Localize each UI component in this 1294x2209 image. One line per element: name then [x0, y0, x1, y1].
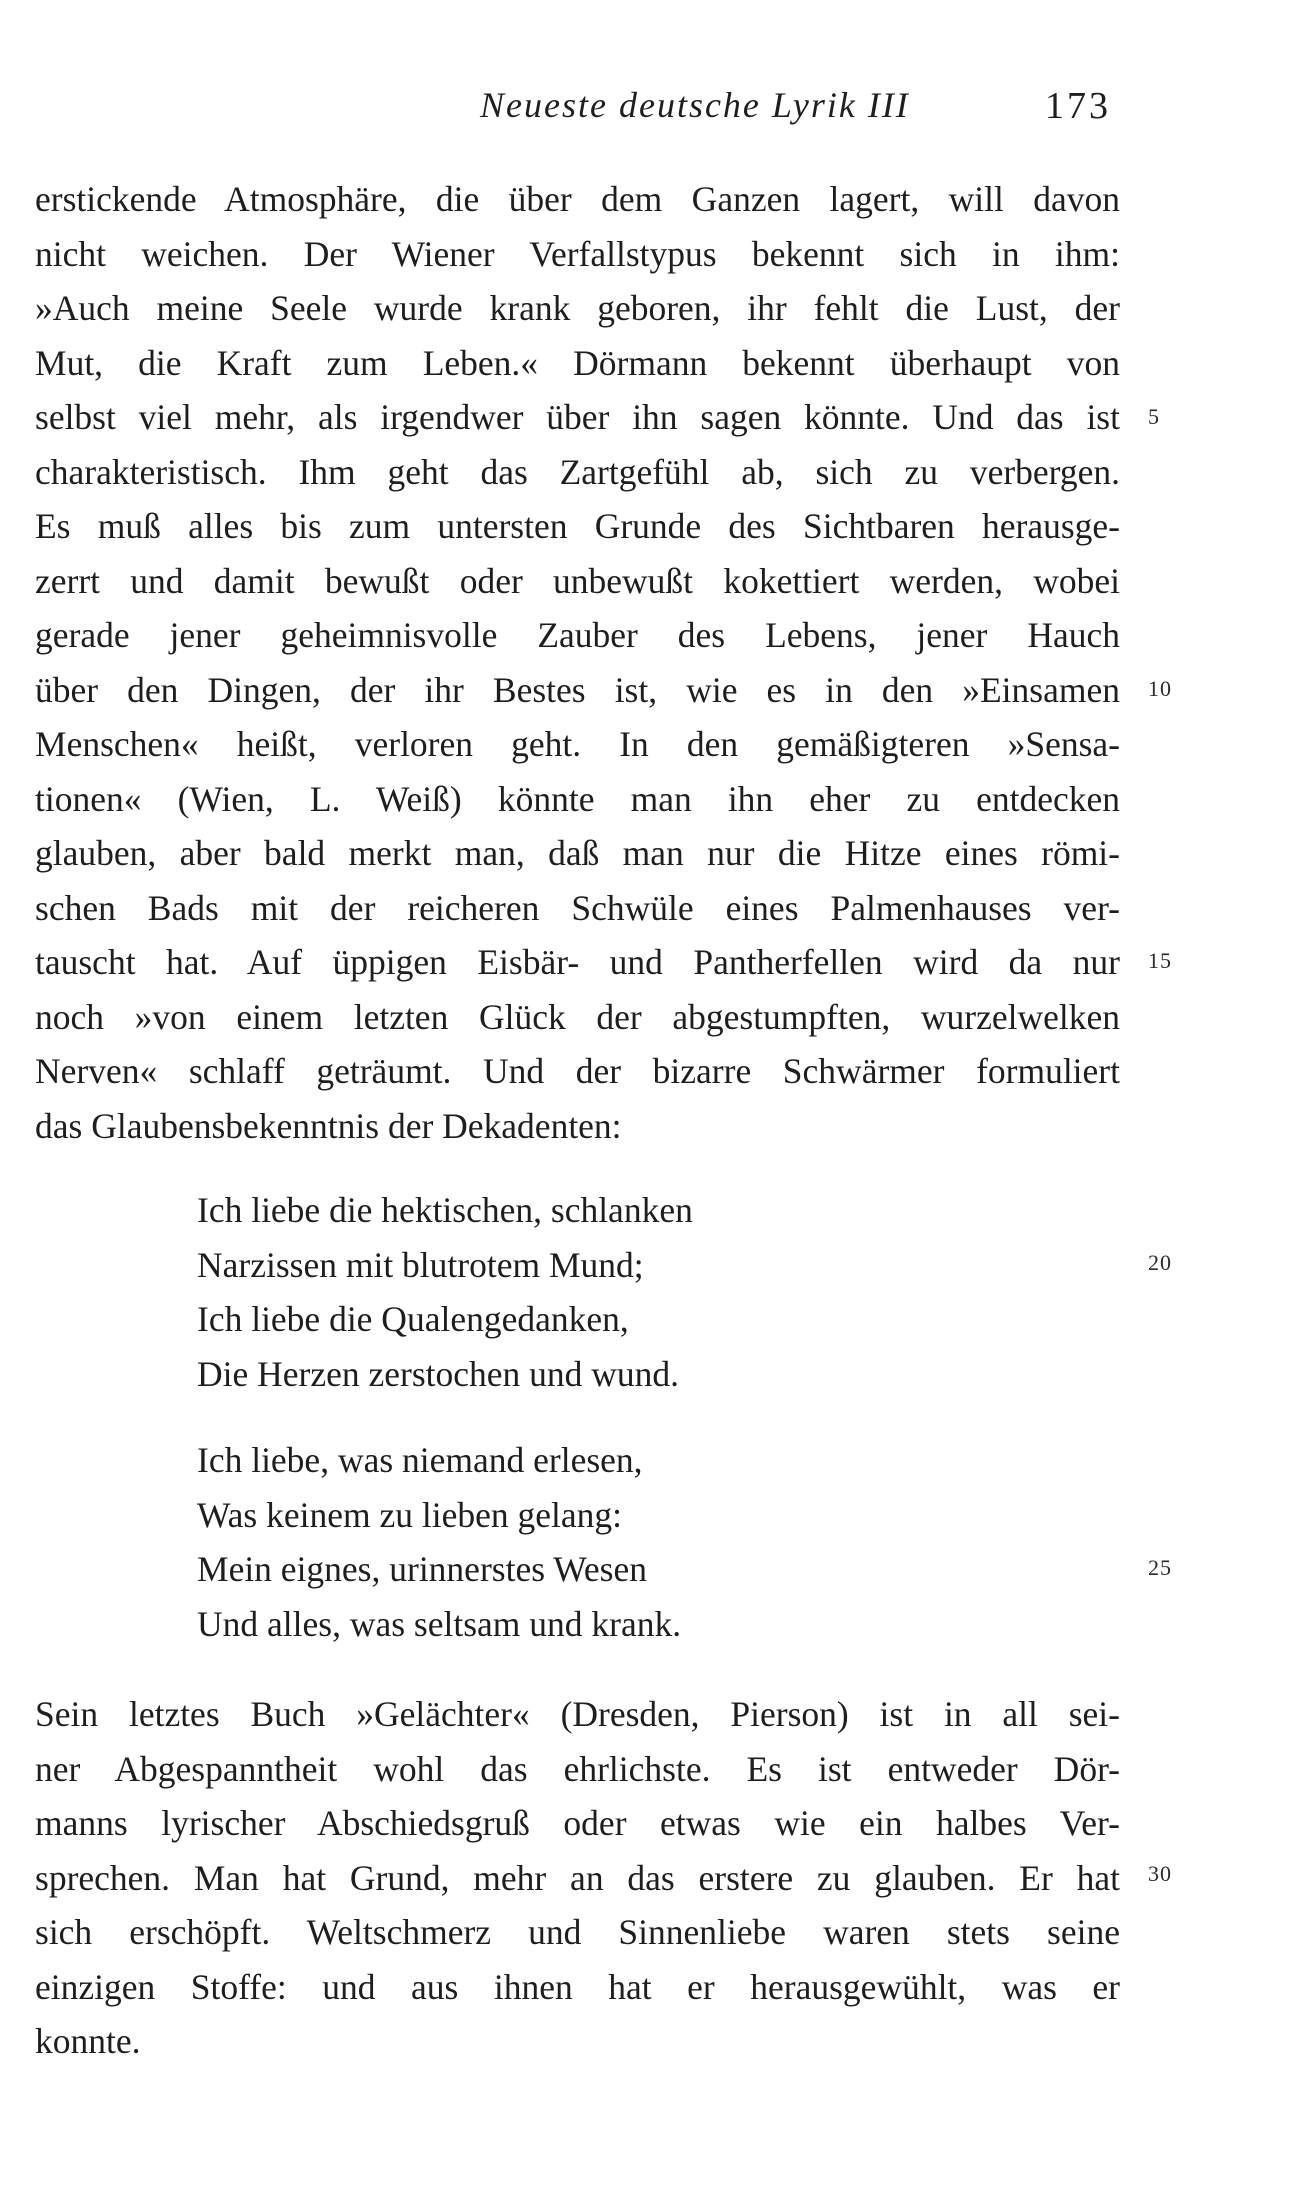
text-line: das Glaubensbekenntnis der Dekadenten: — [35, 1105, 622, 1146]
text-line: charakteristisch. Ihm geht das Zartgefühl ab, sich zu verbergen. — [35, 451, 1120, 492]
spacer — [35, 1153, 1120, 1183]
text-line: noch »von einem letzten Glück der abgestumpften, wurzelwelken — [35, 996, 1120, 1037]
running-head-title: Neueste deutsche Lyrik III — [480, 85, 910, 125]
text-line: gerade jener geheimnisvolle Zauber des Lebens, jener Hauch — [35, 615, 1120, 655]
running-head — [480, 84, 1120, 126]
verse-line: Ich liebe die hektischen, schlanken — [197, 1190, 693, 1230]
text-line: glauben, aber bald merkt man, daß man nur die Hitze eines römi- — [35, 833, 1120, 873]
text-line: ner Abgespanntheit wohl das ehrlichste. Es ist entweder Dör- — [35, 1748, 1120, 1789]
text-line: sprechen. Man hat Grund, mehr an das erstere zu glauben. Er hat — [35, 1857, 1120, 1898]
text-line: »Auch meine Seele wurde krank geboren, ihr fehlt die Lust, der — [35, 288, 1120, 328]
verse-stanza-2 — [35, 1433, 1120, 1651]
page-number: 173 — [1045, 85, 1111, 127]
text-line: einzigen Stoffe: und aus ihnen hat er herausgewühlt, was er — [35, 1966, 1120, 2007]
line-number: 5 — [1148, 404, 1160, 429]
line-number: 10 — [1148, 676, 1172, 701]
spacer — [35, 1401, 1120, 1433]
text-line: Menschen« heißt, verloren geht. In den gemäßigteren »Sensa- — [35, 724, 1120, 764]
verse-line: Mein eignes, urinnerstes Wesen — [197, 1549, 647, 1589]
text-line: tauscht hat. Auf üppigen Eisbär- und Pantherfellen wird da nur — [35, 942, 1120, 982]
text-line: nicht weichen. Der Wiener Verfallstypus bekennt sich in ihm: — [35, 233, 1120, 274]
verse-stanza-1 — [35, 1183, 1120, 1401]
verse-line: Was keinem zu lieben gelang: — [197, 1494, 622, 1535]
text-line: Es muß alles bis zum untersten Grunde des Sichtbaren herausge- — [35, 506, 1120, 546]
text-line: Sein letztes Buch »Gelächter« (Dresden, Pierson) ist in all sei- — [35, 1694, 1120, 1734]
text-line: Mut, die Kraft zum Leben.« Dörmann bekennt überhaupt von — [35, 342, 1120, 383]
verse-line: Die Herzen zerstochen und wund. — [197, 1353, 680, 1394]
verse-line: Ich liebe, was niemand erlesen, — [197, 1440, 643, 1480]
text-line: zerrt und damit bewußt oder unbewußt kokettiert werden, wobei — [35, 560, 1120, 601]
line-number: 20 — [1148, 1250, 1172, 1275]
line-number: 15 — [1148, 948, 1172, 973]
spacer — [35, 1651, 1120, 1687]
text-line: sich erschöpft. Weltschmerz und Sinnenliebe waren stets seine — [35, 1912, 1120, 1952]
text-line: manns lyrischer Abschiedsgruß oder etwas wie ein halbes Ver- — [35, 1803, 1120, 1843]
text-line: selbst viel mehr, als irgendwer über ihn sagen könnte. Und das ist — [35, 397, 1120, 437]
verse-line: Ich liebe die Qualengedanken, — [197, 1299, 629, 1339]
text-line: über den Dingen, der ihr Bestes ist, wie es in den »Einsamen — [35, 669, 1120, 710]
text-line: tionen« (Wien, L. Weiß) könnte man ihn eher zu entdecken — [35, 778, 1120, 819]
text-line: erstickende Atmosphäre, die über dem Ganzen lagert, will davon — [35, 179, 1120, 219]
body-text — [35, 172, 1120, 2069]
text-line: schen Bads mit der reicheren Schwüle eines Palmenhauses ver- — [35, 887, 1120, 928]
line-number: 25 — [1148, 1555, 1172, 1580]
line-number: 30 — [1148, 1861, 1172, 1886]
verse-line: Narzissen mit blutrotem Mund; — [197, 1244, 644, 1285]
text-line: Nerven« schlaff geträumt. Und der bizarre Schwärmer formuliert — [35, 1051, 1120, 1091]
text-line: konnte. — [35, 2021, 141, 2061]
verse-line: Und alles, was seltsam und krank. — [197, 1603, 682, 1644]
